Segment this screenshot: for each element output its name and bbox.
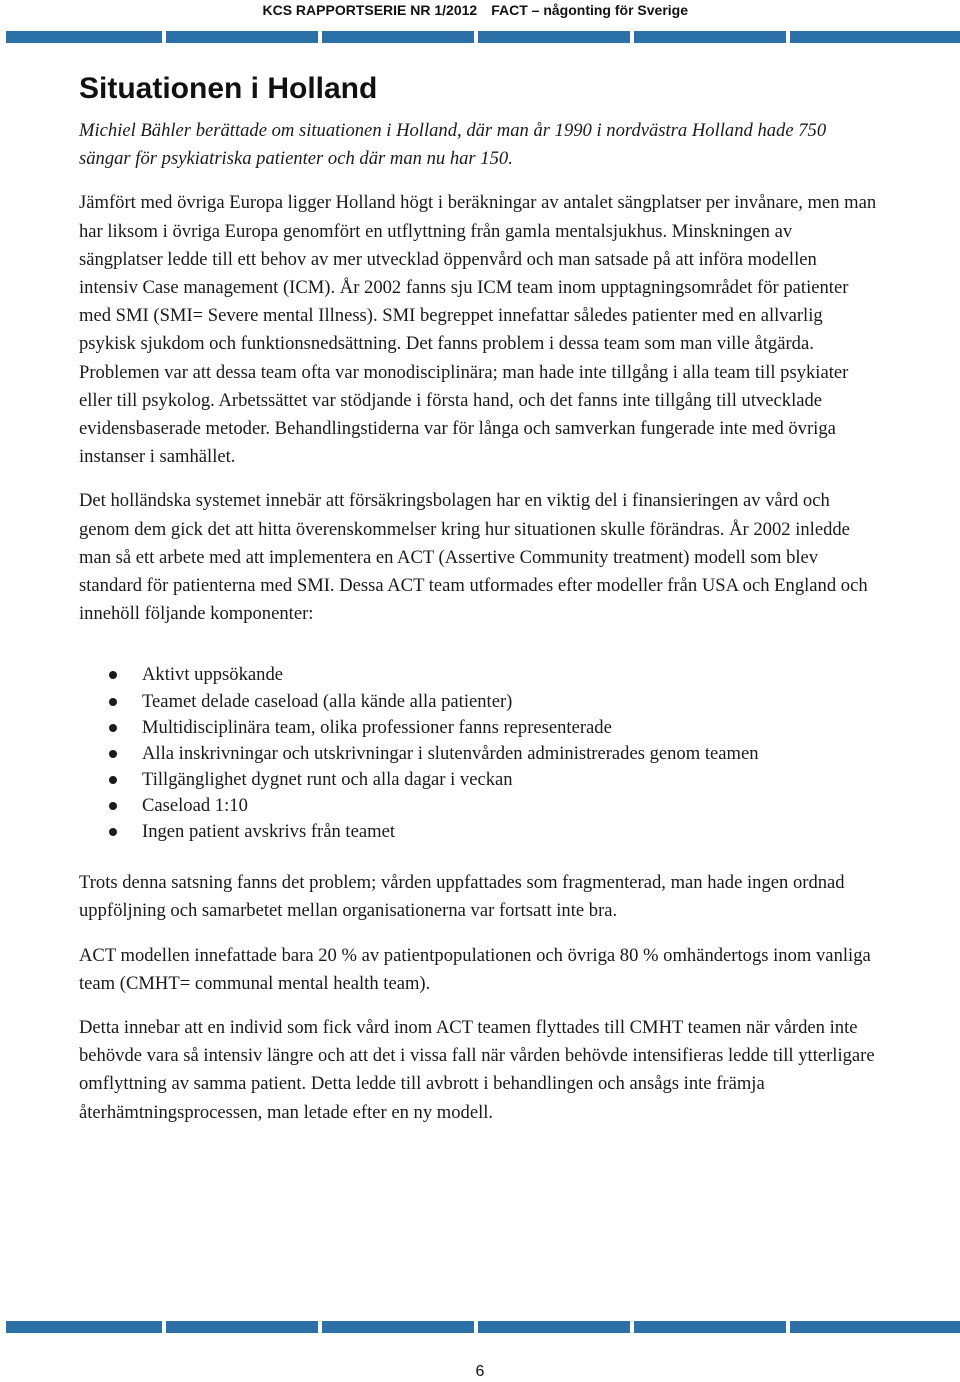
page-number: 6	[475, 1363, 485, 1380]
list-item: Alla inskrivningar och utskrivningar i slutenvården administrerades genom teamen	[79, 741, 879, 767]
running-header	[262, 0, 688, 20]
report-series: KCS RAPPORTSERIE NR 1/2012	[262, 2, 478, 18]
list-item: Tillgänglighet dygnet runt och alla dagar i veckan	[79, 767, 879, 793]
page-title: Situationen i Holland	[79, 72, 378, 105]
component-list	[79, 662, 879, 845]
paragraph-3: Trots denna satsning fanns det problem; vården uppfattades som fragmenterad, man hade ingen ordnad uppföljning och samarbetet mellan organisationerna var fortsatt inte bra.	[79, 872, 845, 922]
report-title: FACT – någonting för Sverige	[491, 2, 688, 18]
list-item: Ingen patient avskrivs från teamet	[79, 819, 879, 845]
bullet-icon	[109, 750, 117, 758]
header-rule	[6, 31, 960, 43]
paragraph-2: Det holländska systemet innebär att försäkringsbolagen har en viktig del i finansieringen av vård och genom dem gick det att hitta överenskommelser kring hur situationen skulle förändras. År 2002 inledde man så ett arbete med att implementera en ACT (Assertive Community treatment) modell som blev standard för patienterna med SMI. Dessa ACT team utformades efter modeller från USA och England och innehöll följande komponenter:	[79, 490, 868, 625]
bullet-icon	[109, 698, 117, 706]
bullet-icon	[109, 724, 117, 732]
list-item: Caseload 1:10	[79, 793, 879, 819]
bullet-icon	[109, 671, 117, 679]
bullet-icon	[109, 802, 117, 810]
paragraph-1: Jämfört med övriga Europa ligger Holland högt i beräkningar av antalet sängplatser per invånare, men man har liksom i övriga Europa genomfört en utflyttning från gamla mentalsjukhus. Minskningen av sängplatser ledde till ett behov av mer utvecklad öppenvård och man satsade på att införa modellen intensiv Case management (ICM). År 2002 fanns sju ICM team inom upptagningsområdet för patienter med SMI (SMI= Severe mental Illness). SMI begreppet innefattar således patienter med en allvarlig psykisk sjukdom och funktionsnedsättning. Det fanns problem i dessa team som man ville åtgärda. Problemen var att dessa team ofta var monodisciplinära; man hade inte tillgång i alla team till psykiater eller till psykolog. Arbetssättet var stödjande i första hand, och det fanns inte tillgång till utvecklade evidensbaserade metoder. Behandlingstiderna var för långa och samverkan fungerade inte med övriga instanser i samhället.	[79, 192, 877, 468]
list-item: Multidisciplinära team, olika professioner fanns representerade	[79, 715, 879, 741]
body-content	[79, 117, 879, 1127]
bullet-icon	[109, 776, 117, 784]
intro-paragraph: Michiel Bähler berättade om situationen i Holland, där man år 1990 i nordvästra Holland hade 750 sängar för psykiatriska patienter och där man nu har 150.	[79, 120, 827, 170]
paragraph-5: Detta innebar att en individ som fick vård inom ACT teamen flyttades till CMHT teamen när vården inte behövde vara så intensiv längre och att det i vissa fall när vården behövde intensifieras ledde till ytterligare omflyttning av samma patient. Detta ledde till avbrott i behandlingen och ansågs inte främja återhämtningsprocessen, man letade efter en ny modell.	[79, 1016, 875, 1123]
list-item: Teamet delade caseload (alla kände alla patienter)	[79, 689, 879, 715]
footer-rule	[6, 1321, 960, 1333]
paragraph-4: ACT modellen innefattade bara 20 % av patientpopulationen och övriga 80 % omhändertogs inom vanliga team (CMHT= communal mental health team).	[79, 944, 871, 994]
bullet-icon	[109, 828, 117, 836]
list-item: Aktivt uppsökande	[79, 662, 879, 688]
